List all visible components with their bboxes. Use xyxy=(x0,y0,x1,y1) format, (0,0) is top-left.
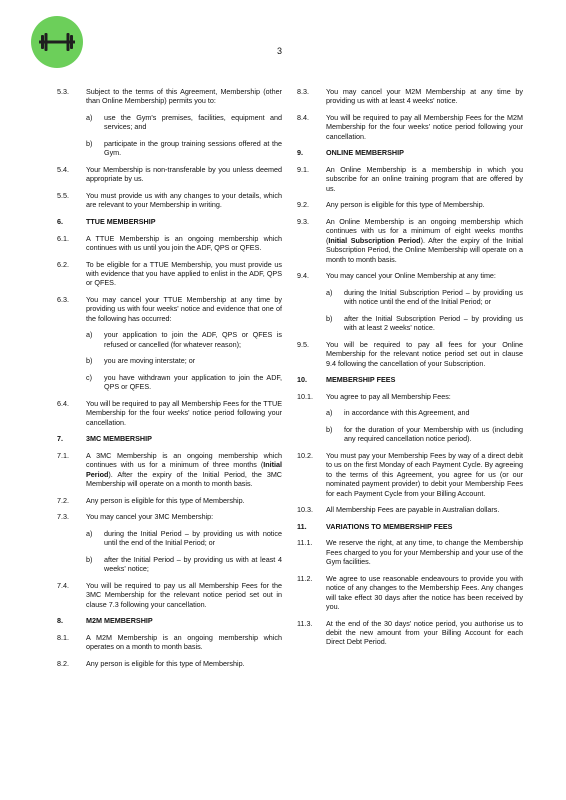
sub-clause-letter: b) xyxy=(326,425,333,434)
sub-clause-letter: a) xyxy=(86,113,93,122)
defined-term: Initial Period xyxy=(86,460,282,479)
sub-clause-text: in accordance with this Agreement, and xyxy=(344,408,470,418)
clause-number: 8.1. xyxy=(57,633,69,642)
clause xyxy=(57,234,282,253)
section-number: 6. xyxy=(57,217,63,226)
clause xyxy=(57,659,282,668)
sub-clause xyxy=(326,425,523,444)
sub-clause-text: during the Initial Subscription Period – by providing us with notice until the end of the Initial Period; or xyxy=(344,287,523,307)
clause xyxy=(57,581,282,609)
clause-number: 7.1. xyxy=(57,451,69,460)
clause-text: You agree to pay all Membership Fees: xyxy=(326,391,451,401)
sub-clause xyxy=(326,314,523,333)
sub-clause xyxy=(86,139,282,158)
clause-text: At the end of the 30 days' notice period, you authorise us to debit the new amount from your Billing Account for each Direct Debt Period. xyxy=(326,618,523,647)
clause xyxy=(57,512,282,521)
sub-clause-text: you are moving interstate; or xyxy=(104,356,196,366)
clause-text: Your Membership is non-transferable by you unless deemed appropriate by us. xyxy=(86,165,282,184)
sub-clause-text: participate in the group training sessions offered at the Gym. xyxy=(104,139,282,158)
clause xyxy=(297,392,523,401)
clause xyxy=(297,113,523,141)
sub-clause-letter: b) xyxy=(86,555,93,564)
clause xyxy=(57,496,282,505)
clause-text: You may cancel your Online Membership at any time: xyxy=(326,271,496,281)
sub-clause xyxy=(86,373,282,392)
clause-text: An Online Membership is a membership in which you subscribe for an online training program that are offered by us. xyxy=(326,165,523,193)
section-number: 11. xyxy=(297,521,307,531)
clause xyxy=(297,505,523,514)
section-heading xyxy=(57,434,282,443)
clause-number: 7.3. xyxy=(57,512,69,522)
clause-text: You must pay your Membership Fees by way of a direct debit to us on the first Monday of each Payment Cycle. By agreeing to the terms of this Agreement, you agree for us (or our nominated payment provider) to debit your Membership Fees for each Payment Cycle from your Billing Account. xyxy=(326,451,523,498)
left-column xyxy=(57,87,282,676)
sub-clause-text: use the Gym's premises, facilities, equipment and services; and xyxy=(104,113,282,132)
sub-clause-text: during the Initial Period – by providing us with notice until the end of the Initial Period; or xyxy=(104,529,282,548)
section-title: ONLINE MEMBERSHIP xyxy=(326,148,404,158)
clause-number: 10.3. xyxy=(297,505,313,515)
clause-number: 5.3. xyxy=(57,87,69,96)
sub-clause xyxy=(86,555,282,574)
clause-text: A TTUE Membership is an ongoing membership which continues with us until you join the ADF, QPS or QFES. xyxy=(86,233,282,252)
clause-text: You will be required to pay all Membership Fees for the TTUE Membership for the four weeks' notice period following your cancellation. xyxy=(86,399,282,427)
clause-number: 9.2. xyxy=(297,200,309,210)
clause-number: 6.4. xyxy=(57,399,69,408)
clause-number: 8.2. xyxy=(57,659,69,668)
sub-clause-letter: b) xyxy=(326,313,333,323)
clause-text: Subject to the terms of this Agreement, Membership (other than Online Membership) permits you to: xyxy=(86,87,282,106)
clause-number: 6.1. xyxy=(57,233,69,243)
sub-clause-letter: b) xyxy=(86,139,93,148)
clause-number: 10.1. xyxy=(297,391,313,401)
clause xyxy=(297,340,523,368)
sub-clause-text: after the Initial Period – by providing us with at least 4 weeks' notice; xyxy=(104,555,282,574)
sub-clause-letter: c) xyxy=(86,373,92,382)
clause-text: You will be required to pay all Membership Fees for the M2M Membership for the four weeks' notice period following your cancellation. xyxy=(326,113,523,141)
section-heading xyxy=(57,616,282,625)
clause xyxy=(57,260,282,288)
clause-text xyxy=(86,451,282,489)
clause-text: You will be required to pay all fees for your Online Membership for the relevant notice period set out in clause 9.4 following the cancellation of your Subscription. xyxy=(326,339,523,368)
clause-number: 5.5. xyxy=(57,191,69,200)
clause-number: 11.1. xyxy=(297,538,313,548)
clause-text: All Membership Fees are payable in Australian dollars. xyxy=(326,505,500,515)
clause-number: 6.2. xyxy=(57,259,69,269)
section-title: TTUE MEMBERSHIP xyxy=(86,217,156,226)
clause-number: 9.3. xyxy=(297,217,309,226)
clause-text-after: ). After the expiry of the Initial Subscription Period, the Online Membership will operate on a month to month basis. xyxy=(326,235,523,264)
clause-text-before: An Online Membership is an ongoing membership which continues with us for a minimum of eight weeks months ( xyxy=(326,217,523,245)
clause-number: 8.4. xyxy=(297,113,309,122)
clause xyxy=(57,451,282,489)
clause xyxy=(297,574,523,612)
clause xyxy=(297,165,523,193)
clause-text: Any person is eligible for this type of Membership. xyxy=(86,495,245,505)
clause xyxy=(57,295,282,323)
clause-text: You will be required to pay us all Membership Fees for the 3MC Membership for the relevant notice period set out in clause 7.3 following your cancellation. xyxy=(86,581,282,609)
section-number: 9. xyxy=(297,148,303,158)
section-number: 7. xyxy=(57,434,63,444)
clause xyxy=(297,538,523,566)
clause-number: 10.2. xyxy=(297,451,313,460)
clause-number: 11.2. xyxy=(297,573,313,583)
clause-number: 5.4. xyxy=(57,165,69,174)
section-number: 10. xyxy=(297,375,307,385)
clause-text: To be eligible for a TTUE Membership, you must provide us with evidence that you have applied to enlist in the ADF, QPS or QFES. xyxy=(86,259,282,288)
clause-text-before: A 3MC Membership is an ongoing membership which continues with us for a minimum of three months ( xyxy=(86,451,282,470)
clause-text: You may cancel your 3MC Membership: xyxy=(86,512,214,522)
sub-clause-letter: a) xyxy=(86,330,93,340)
section-title: 3MC MEMBERSHIP xyxy=(86,434,152,444)
sub-clause xyxy=(326,408,523,417)
clause xyxy=(297,200,523,209)
clause xyxy=(57,399,282,427)
clause xyxy=(297,271,523,280)
clause-number: 9.5. xyxy=(297,339,309,349)
clause-text-after: ). After the expiry of the Initial Period, the 3MC Membership will operate on a month to month basis. xyxy=(86,469,282,489)
clause-number: 11.3. xyxy=(297,618,313,628)
section-title: VARIATIONS TO MEMBERSHIP FEES xyxy=(326,521,453,531)
section-title: M2M MEMBERSHIP xyxy=(86,616,153,626)
section-heading xyxy=(297,522,523,531)
sub-clause-letter: a) xyxy=(86,529,93,538)
clause-text: Any person is eligible for this type of Membership. xyxy=(86,659,245,668)
section-heading xyxy=(57,217,282,226)
section-heading xyxy=(297,375,523,384)
right-column xyxy=(297,87,523,654)
gym-logo xyxy=(30,15,84,69)
clause xyxy=(297,217,523,264)
sub-clause-text: your application to join the ADF, QPS or QFES is refused or cancelled (for whatever reason); xyxy=(104,330,282,349)
clause xyxy=(57,191,282,210)
clause-text: We agree to use reasonable endeavours to provide you with notice of any changes to the Membership Fees. Any changes will take effect 30 days after the notice has been received by you. xyxy=(326,573,523,612)
sub-clause xyxy=(326,288,523,307)
clause xyxy=(297,451,523,498)
clause-number: 9.1. xyxy=(297,165,309,174)
sub-clause-text: you have withdrawn your application to join the ADF, QPS or QFES. xyxy=(104,373,282,392)
sub-clause-text: for the duration of your Membership with us (including any required cancellation notice period). xyxy=(344,425,523,444)
clause-text: You may cancel your TTUE Membership at any time by providing us with four weeks' notice and evidence that one of the following has occurred: xyxy=(86,295,282,323)
clause xyxy=(297,619,523,647)
clause-text xyxy=(326,217,523,264)
clause-number: 6.3. xyxy=(57,295,69,304)
sub-clause-letter: a) xyxy=(326,408,333,418)
sub-clause xyxy=(86,356,282,365)
sub-clause-letter: a) xyxy=(326,287,333,297)
clause-number: 7.2. xyxy=(57,495,69,505)
clause-text: A M2M Membership is an ongoing membership which operates on a month to month basis. xyxy=(86,633,282,652)
clause xyxy=(57,633,282,652)
sub-clause-text: after the Initial Subscription Period – by providing us with at least 2 weeks' notice. xyxy=(344,313,523,333)
clause xyxy=(297,87,523,106)
clause-text: We reserve the right, at any time, to change the Membership Fees charged to you for your Membership and your use of the Gym facilities. xyxy=(326,538,523,567)
section-number: 8. xyxy=(57,616,63,626)
clause xyxy=(57,165,282,184)
sub-clause-letter: b) xyxy=(86,356,93,366)
section-heading xyxy=(297,148,523,157)
sub-clause xyxy=(86,113,282,132)
clause-number: 7.4. xyxy=(57,581,69,590)
clause-text: You must provide us with any changes to your details, which are relevant to your Membership in writing. xyxy=(86,191,282,210)
clause xyxy=(57,87,282,106)
sub-clause xyxy=(86,529,282,548)
page-number: 3 xyxy=(277,46,283,56)
clause-number: 8.3. xyxy=(297,87,309,96)
defined-term: Initial Subscription Period xyxy=(328,235,421,245)
sub-clause xyxy=(86,330,282,349)
clause-number: 9.4. xyxy=(297,271,309,281)
clause-text: Any person is eligible for this type of Membership. xyxy=(326,200,485,210)
clause-text: You may cancel your M2M Membership at any time by providing us with at least 4 weeks' notice. xyxy=(326,87,523,106)
section-title: MEMBERSHIP FEES xyxy=(326,375,396,385)
